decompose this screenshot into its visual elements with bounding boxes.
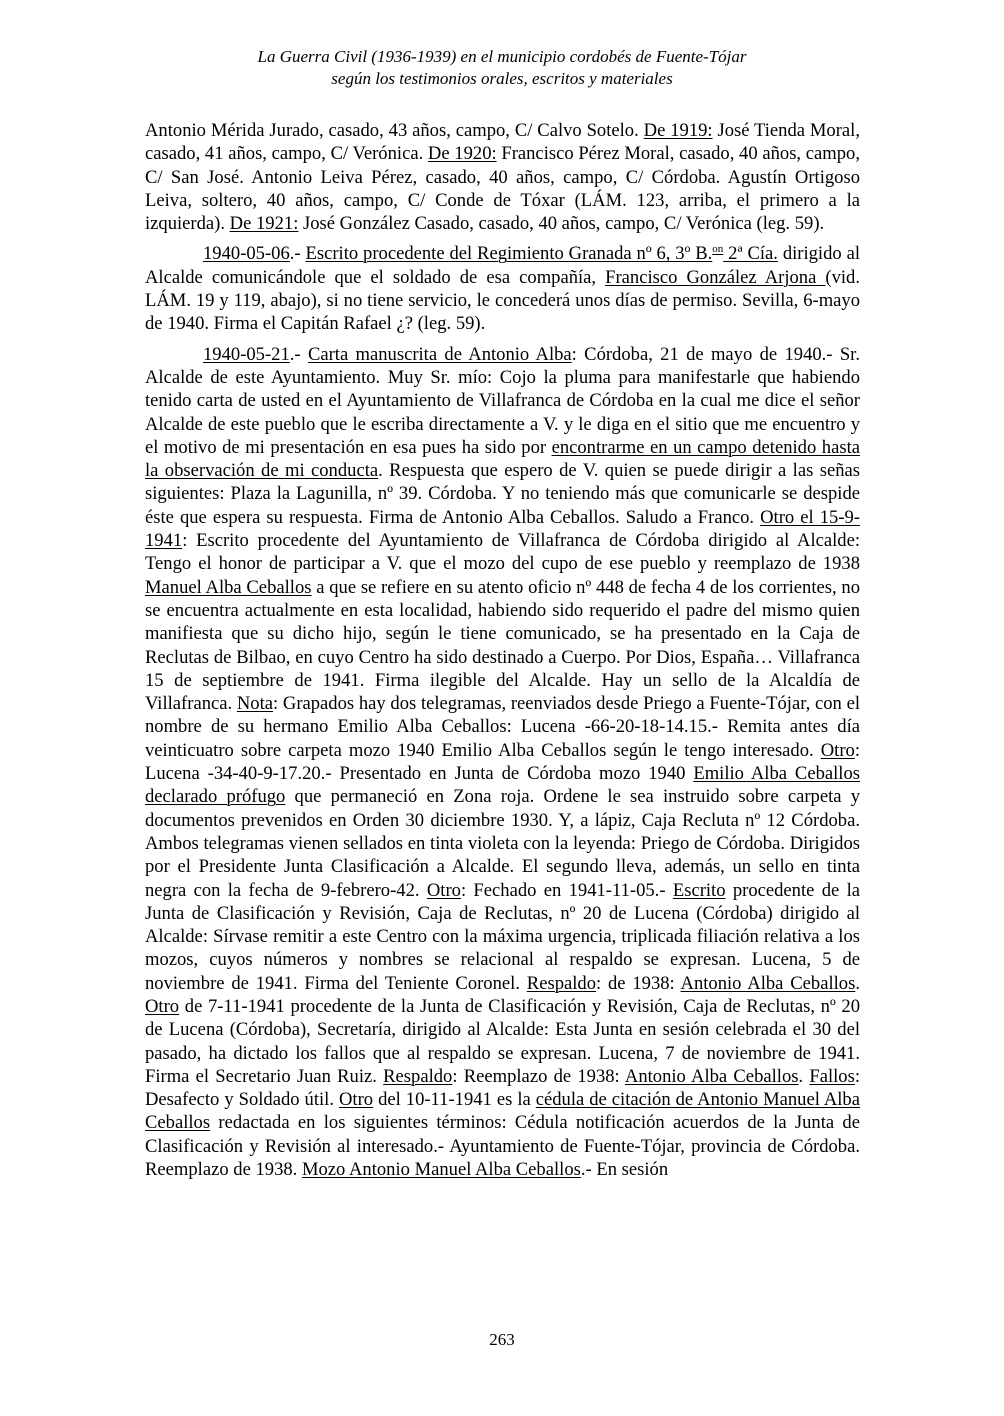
- text-run: dirigido al Alcalde comunicándole que el soldado de esa compañía,: [145, 243, 860, 288]
- text-run: : Fechado en 1941-11-05.-: [460, 879, 673, 901]
- paragraph: [145, 242, 860, 335]
- underlined-text: 2ª Cía.: [723, 243, 778, 265]
- underlined-text: Manuel Alba Ceballos: [145, 576, 312, 598]
- text-run: de 7-11-1941 procedente de la Junta de Clasificación y Revisión, Caja de Reclutas, nº 20 de Lucena (Córdoba), Secretaría, dirigido al Alcalde: Esta Junta en sesión celebrada el 30 del pasado, ha dictado los fallos que al respaldo se expresan. Lucena, 7 de noviembre de 1941. Firma el Secretario Juan Ruiz.: [145, 995, 860, 1087]
- body-text: [145, 119, 860, 1181]
- text-run: procedente de la Junta de Clasificación y Revisión, Caja de Reclutas, nº 20 de Lucena (Córdoba) dirigido al Alcalde: Sírvase remitir a este Centro con la máxima urgencia, triplicada filiación relativa a los mozos, cuyos números y nombres se relacional al respaldo se expresan. Lucena, 5 de noviembre de 1941. Firma del Teniente Coronel.: [145, 879, 860, 994]
- text-run: : de 1938:: [596, 972, 681, 994]
- running-header: [0, 46, 1004, 90]
- underlined-text: 1940-05-21: [203, 343, 290, 365]
- underlined-text: Antonio Alba Ceballos: [680, 972, 856, 994]
- text-run: .: [855, 972, 860, 994]
- underlined-text: encontrarme en un campo detenido hasta la observación de mi conducta: [145, 436, 860, 482]
- text-run: : Lucena -34-40-9-17.20.- Presentado en Junta de Córdoba mozo 1940: [145, 739, 860, 785]
- underlined-text: Otro: [426, 879, 461, 901]
- paragraph: [145, 119, 860, 235]
- underlined-text: Mozo Antonio Manuel Alba Ceballos: [301, 1159, 581, 1181]
- text-run: redactada en los siguientes términos: Cédula notificación acuerdos de la Junta de Clasificación y Revisión al interesado.- Ayuntamiento de Fuente-Tójar, provincia de Córdoba. Reemplazo de 1938.: [145, 1112, 860, 1181]
- text-run: Antonio Mérida Jurado, casado, 43 años, campo, C/ Calvo Sotelo.: [145, 120, 644, 141]
- text-run: . Respuesta que espero de V. quien se puede dirigir a las señas siguientes: Plaza la Lagunilla, nº 39. Córdoba. Y no teniendo más que comunicarle se despide éste que espera su respuesta. Firma de Antonio Alba Ceballos. Saludo a Franco.: [145, 460, 860, 528]
- page-number: 263: [489, 1330, 515, 1349]
- text-run: : Reemplazo de 1938:: [452, 1065, 625, 1087]
- underlined-text: cédula de citación de Antonio Manuel Alba Ceballos: [145, 1089, 860, 1134]
- text-run: José Tienda Moral, casado, 41 años, campo, C/ Verónica.: [145, 120, 860, 165]
- underlined-text: Respaldo: [383, 1065, 453, 1087]
- text-run: .: [798, 1065, 810, 1087]
- text-run: (vid. LÁM. 19 y 119, abajo), si no tiene servicio, le concederá unos días de permiso. Sevilla, 6-mayo de 1940. Firma el Capitán Rafael ¿? (leg. 59).: [145, 266, 860, 335]
- underlined-text: Nota: [236, 693, 274, 715]
- underlined-text: Carta manuscrita de Antonio Alba: [307, 343, 572, 365]
- underlined-text: Otro el 15-9-1941: [145, 506, 860, 552]
- underlined-text: De 1921:: [229, 213, 299, 235]
- underlined-text: Escrito procedente del Regimiento Granada nº 6, 3º B.: [305, 243, 713, 265]
- text-run: .- En sesión: [580, 1159, 669, 1181]
- paragraph: [145, 343, 860, 1182]
- header-subtitle-line: según los testimonios orales, escritos y materiales: [331, 69, 673, 88]
- text-run: : Grapados hay dos telegramas, reenviados desde Priego a Fuente-Tójar, con el nombre de su hermano Emilio Alba Ceballos: Lucena -66-20-18-14.15.- Remita antes día veinticuatro sobre carpeta mozo 1940 Emilio Alba Ceballos según le tengo interesado.: [145, 693, 860, 761]
- header-title-line: La Guerra Civil (1936-1939) en el municipio cordobés de Fuente-Tójar: [257, 47, 747, 66]
- underlined-text: De 1919:: [643, 120, 713, 141]
- underlined-text: Otro: [820, 739, 855, 761]
- text-run: .-: [289, 343, 308, 365]
- text-run: José González Casado, casado, 40 años, campo, C/ Verónica (leg. 59).: [298, 213, 825, 235]
- underlined-text: Francisco González Arjona: [605, 266, 826, 288]
- underlined-text: Fallos: [809, 1065, 855, 1087]
- text-run: : Córdoba, 21 de mayo de 1940.- Sr. Alcalde de este Ayuntamiento. Muy Sr. mío: Cojo la pluma para manifestarle que habiendo tenido carta de usted en el Ayuntamiento de Villafranca de Córdoba en la cual me dice el señor Alcalde de este pueblo que le escriba directamente a V. y le diga en el sitio que me encuentro y el motivo de mi presentación en esa pues ha sido por: [145, 343, 860, 458]
- text-run: Francisco Pérez Moral, casado, 40 años, campo, C/ San José. Antonio Leiva Pérez, casado, 40 años, campo, C/ Córdoba. Agustín Ortigoso Leiva, soltero, 40 años, campo, C/ Conde de Tóxar (LÁM. 123, arriba, el primero a la izquierda).: [145, 143, 860, 235]
- underlined-text: Emilio Alba Ceballos declarado prófugo: [145, 763, 860, 808]
- underlined-text: Otro: [145, 995, 180, 1017]
- text-run: : Desafecto y Soldado útil.: [145, 1065, 860, 1111]
- text-run: : Escrito procedente del Ayuntamiento de Villafranca de Córdoba dirigido al Alcalde: Tengo el honor de participar a V. que el mozo del cupo de ese pueblo y reemplazo de 1938: [145, 530, 860, 575]
- underlined-text: De 1920:: [427, 143, 497, 165]
- text-run: a que se refiere en su atento oficio nº 448 de fecha 4 de los corrientes, no se encuentra actualmente en esta localidad, habiendo sido requerido el padre del mismo quien manifiesta que su dicho hijo, según le tiene comunicado, se ha presentado en la Caja de Reclutas de Bilbao, en cuyo Centro ha sido destinado a Cuerpo. Por Dios, España… Villafranca 15 de septiembre de 1941. Firma ilegible del Alcalde. Hay un sello de la Alcaldía de Villafranca.: [145, 576, 860, 715]
- underlined-text: Respaldo: [526, 972, 596, 994]
- text-run: del 10-11-1941 es la: [373, 1089, 536, 1111]
- underlined-text: 1940-05-06: [203, 243, 290, 265]
- text-run: .-: [289, 243, 306, 265]
- superscript-text: on: [712, 243, 724, 256]
- underlined-text: Otro: [338, 1089, 374, 1111]
- underlined-text: Antonio Alba Ceballos: [624, 1065, 799, 1087]
- text-run: que permaneció en Zona roja. Ordene le sea instruido sobre carpeta y documentos prevenidos en Orden 30 diciembre 1930. Y, a lápiz, Caja Recluta nº 12 Córdoba. Ambos telegramas vienen sellados en tinta violeta con la leyenda: Priego de Córdoba. Dirigidos por el Presidente Junta Clasificación a Alcalde. El segundo lleva, además, un sello en tinta negra con la fecha de 9-febrero-42.: [145, 786, 860, 901]
- underlined-text: Escrito: [672, 879, 726, 901]
